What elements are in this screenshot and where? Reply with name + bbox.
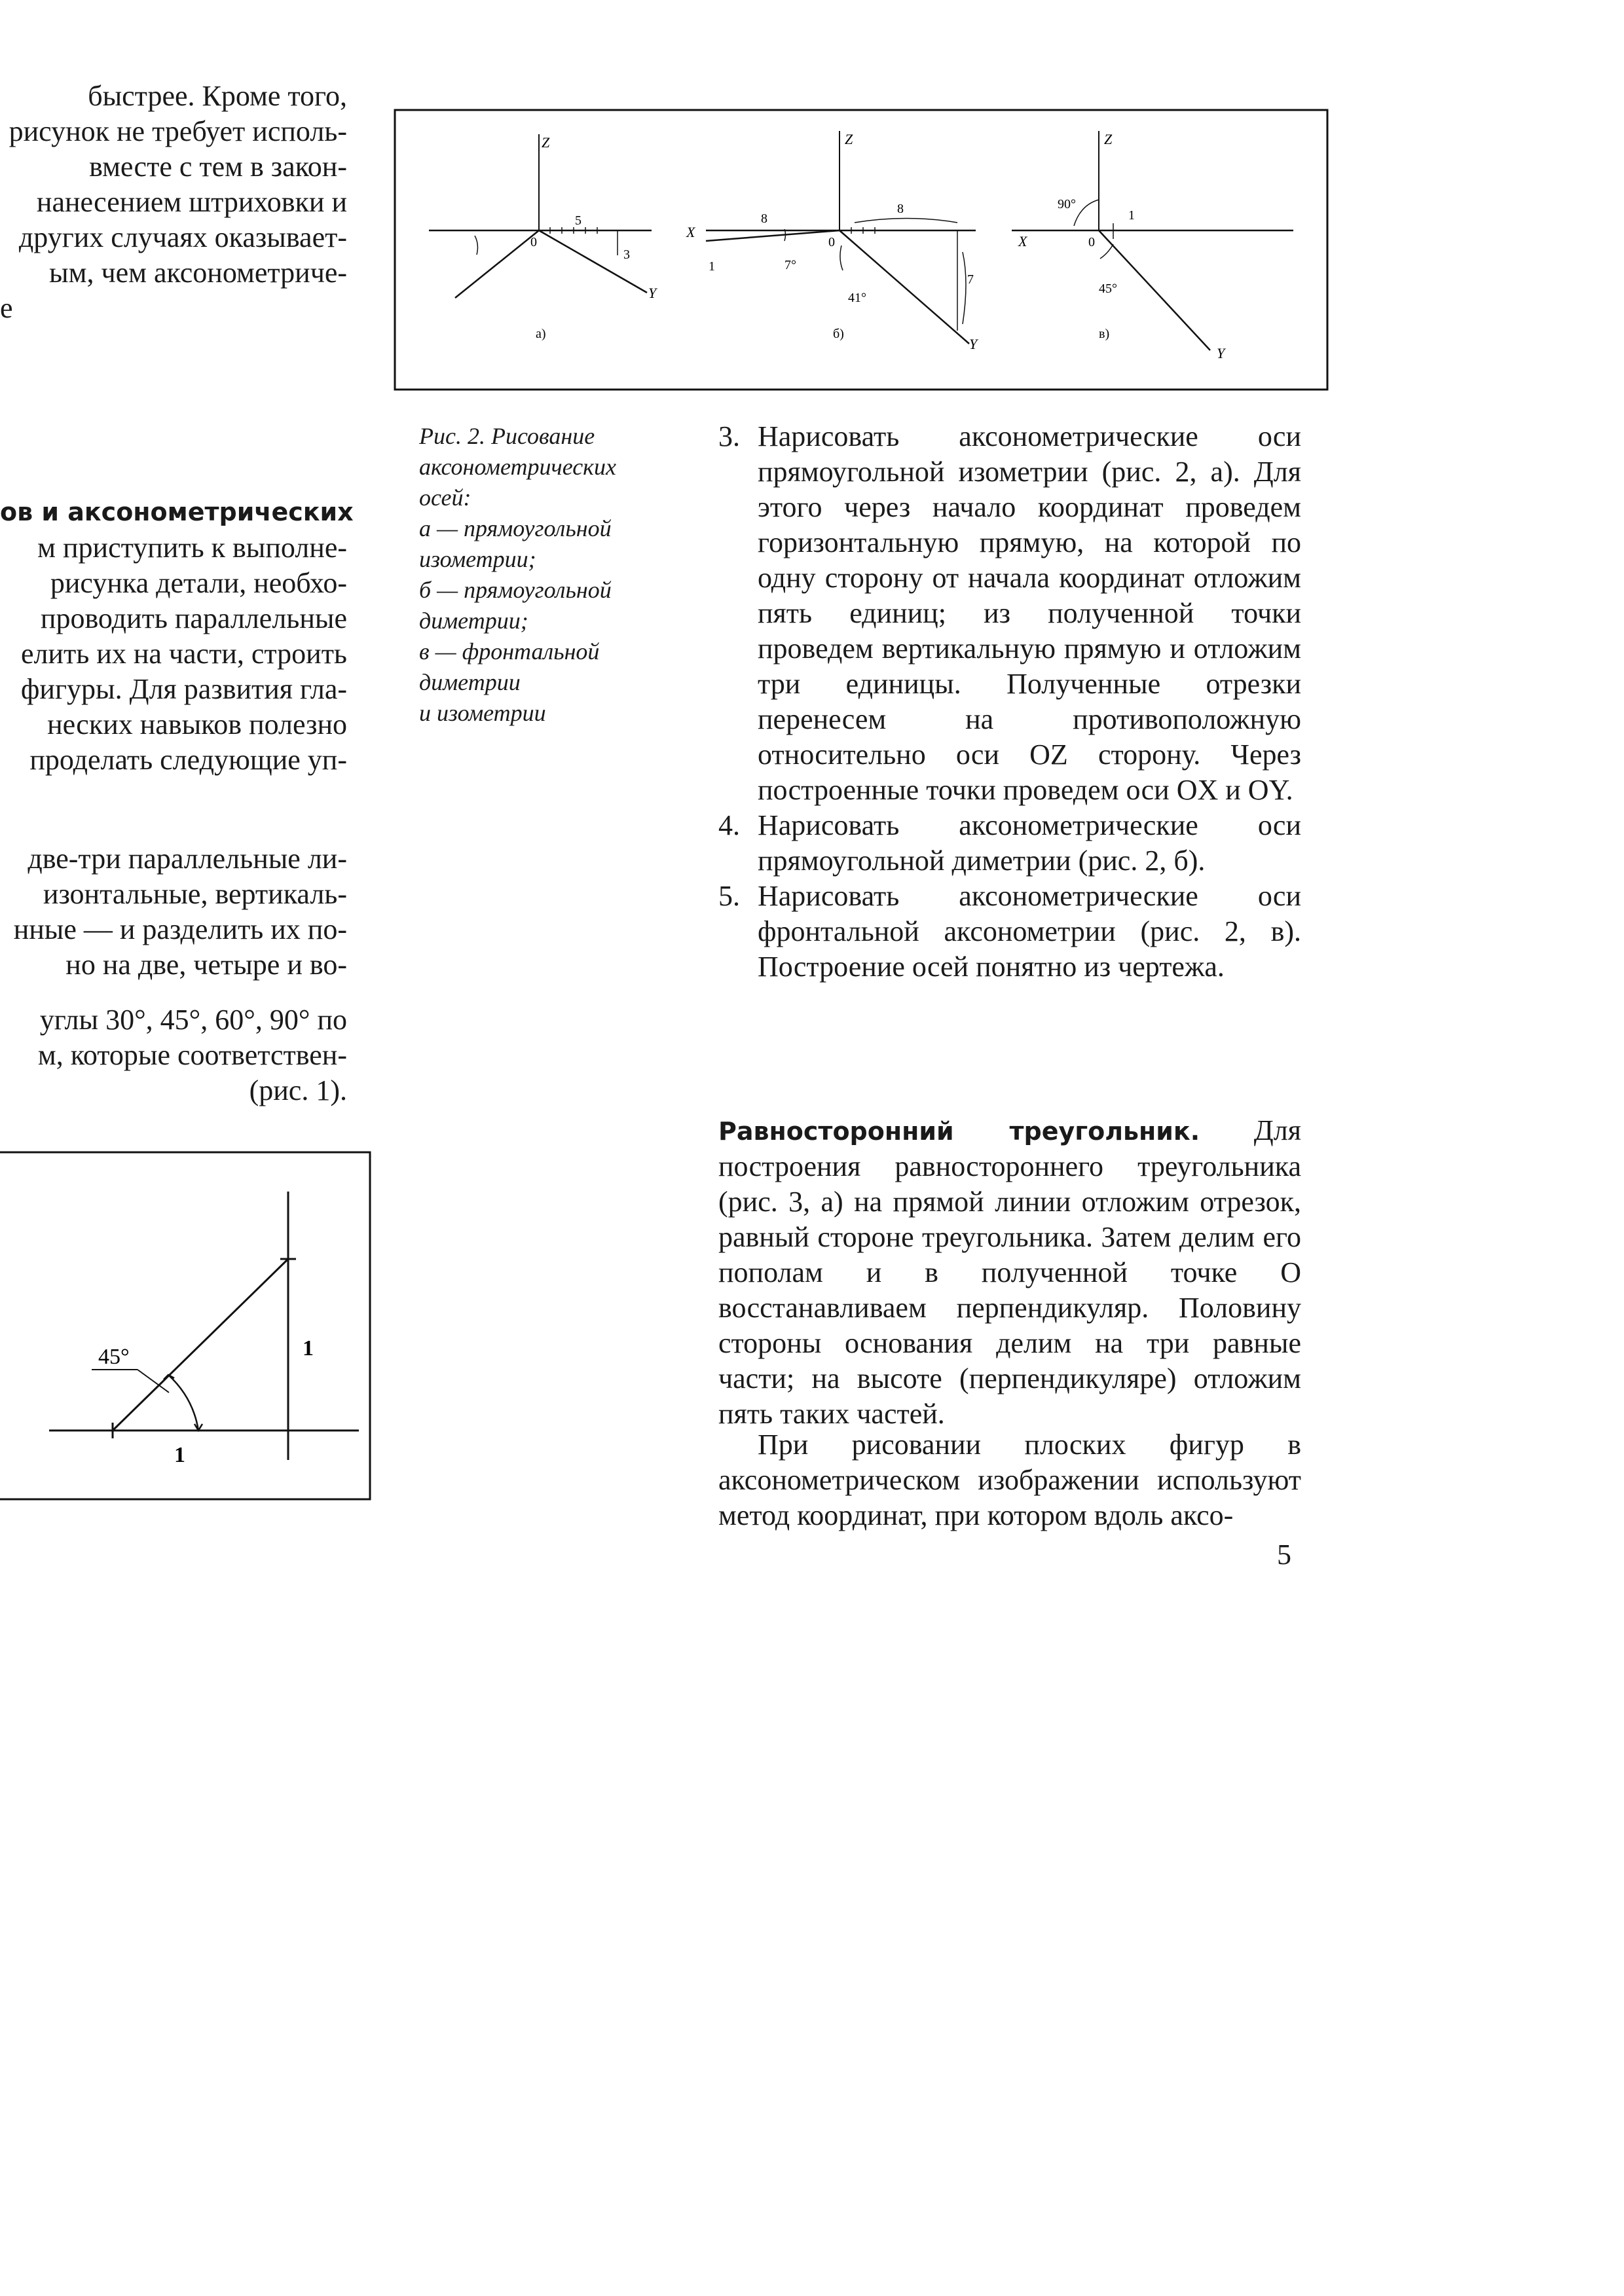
ninety-label: 90°	[1058, 197, 1076, 211]
list-item	[718, 419, 1301, 808]
triangle-text: Для построения равностороннего треугольника (рис. 3, а) на прямой линии отложим отрезок, равный стороне треугольника. Затем делим его пополам и в полученной точке O восстанавливаем перпендикуляр. Половину стороны основания делим на три равные части; на высоте (перпендикуляре) отложим пять таких частей.	[718, 1114, 1301, 1430]
list-item	[718, 808, 1301, 879]
left-top-paragraph	[0, 79, 347, 326]
panel-b	[686, 131, 979, 352]
numbered-list	[718, 419, 1301, 985]
panel-label: б)	[833, 327, 844, 341]
list-item	[718, 879, 1301, 985]
five-label: 5	[575, 213, 581, 228]
caption-line: в — фронтальной	[419, 638, 600, 665]
list-text: Нарисовать аксонометрические оси фронтальной аксонометрии (рис. 2, в). Построение осей понятно из чертежа.	[758, 880, 1301, 983]
seven-degree-label: 7°	[784, 258, 796, 272]
one-label: 1	[1128, 208, 1135, 223]
y-axis	[840, 230, 969, 344]
panel-label: а)	[536, 327, 546, 341]
x-axis	[455, 230, 539, 298]
panel-a	[429, 134, 658, 341]
caption-line: и изометрии	[419, 700, 546, 726]
caption-line: осей:	[419, 484, 471, 511]
angle-arc	[1100, 244, 1113, 259]
text-line: м, которые соответствен-	[37, 1039, 347, 1071]
left-mid-paragraph	[0, 530, 347, 778]
text-line: рисунок не требует исполь-	[9, 115, 347, 147]
plane-figures-paragraph	[718, 1427, 1301, 1533]
eight-right-label: 8	[897, 202, 904, 216]
caption-line: диметрии	[419, 669, 521, 695]
figure1-diagram	[0, 1149, 373, 1503]
caption-line: диметрии;	[419, 608, 528, 634]
list-text: Нарисовать аксонометрические оси прямоугольной диметрии (рис. 2, б).	[758, 809, 1301, 877]
list-number: 4.	[718, 809, 740, 841]
list-number: 5.	[718, 880, 740, 912]
text-line: но на две, четыре и во-	[65, 949, 347, 981]
origin-label: 0	[828, 235, 835, 249]
text-line: других случаях оказывает-	[18, 221, 347, 253]
triangle-paragraph	[718, 1113, 1301, 1432]
panel-c	[1012, 131, 1293, 361]
list-number: 3.	[718, 420, 740, 452]
text-line: углы 30°, 45°, 60°, 90° по	[39, 1004, 347, 1036]
figure2-diagram	[393, 108, 1329, 393]
brace	[855, 219, 957, 223]
text-line: вместе с тем в закон-	[89, 151, 347, 183]
text-line: изонтальные, вертикаль-	[43, 878, 347, 910]
y-label: Y	[1217, 345, 1225, 361]
angle-arc	[840, 246, 843, 270]
angle-arc	[1074, 200, 1099, 226]
origin-label: 0	[1088, 235, 1095, 249]
caption-line: аксонометрических	[419, 454, 616, 480]
forty-one-label: 41°	[848, 291, 866, 305]
figure2-caption	[419, 421, 707, 729]
y-label: Y	[648, 285, 657, 301]
z-label: Z	[845, 131, 853, 147]
forty-five-label: 45°	[1099, 282, 1117, 296]
text-line: неских навыков полезно	[47, 708, 347, 740]
origin-label: 0	[530, 235, 537, 249]
left-lower-paragraph	[0, 841, 347, 1108]
text-line: две-три параллельные ли-	[28, 843, 347, 875]
brace	[963, 252, 966, 324]
x-label: X	[1018, 233, 1027, 249]
caption-line: изометрии;	[419, 546, 536, 572]
page-number: 5	[1277, 1539, 1291, 1571]
text-line: нанесением штриховки и	[36, 186, 347, 218]
text-line: е	[0, 292, 13, 324]
text-line: проделать следующие уп-	[29, 744, 347, 776]
three-label: 3	[623, 247, 630, 262]
text-line: (рис. 1).	[249, 1074, 347, 1106]
text-line: фигуры. Для развития гла-	[20, 673, 347, 705]
seven-label: 7	[967, 272, 974, 287]
caption-line: б — прямоугольной	[419, 577, 612, 603]
y-label: Y	[969, 336, 978, 352]
text-line: проводить параллельные	[40, 602, 347, 634]
y-axis	[539, 230, 647, 293]
text-line	[0, 983, 347, 1002]
text-line: ым, чем аксонометриче-	[49, 257, 347, 289]
angle-label: 45°	[98, 1345, 130, 1369]
text-line: м приступить к выполне-	[37, 532, 347, 564]
section-heading: ов и аксонометрических	[0, 498, 354, 526]
text-line: рисунка детали, необхо-	[50, 567, 347, 599]
angle-arc	[168, 1375, 198, 1430]
triangle-heading: Равносторонний треугольник.	[718, 1117, 1200, 1146]
x-axis	[706, 230, 840, 241]
caption-line: Рис. 2. Рисование	[419, 423, 595, 449]
z-label: Z	[542, 134, 550, 151]
text-line: елить их на части, строить	[20, 638, 347, 670]
x-label: X	[686, 224, 695, 240]
horizontal-label: 1	[174, 1443, 185, 1467]
one-label: 1	[709, 259, 715, 274]
angle-arc	[475, 236, 477, 255]
vertical-label: 1	[303, 1336, 314, 1360]
eight-left-label: 8	[761, 211, 767, 226]
z-label: Z	[1104, 131, 1113, 147]
figure1-diagonal-line	[113, 1259, 288, 1430]
caption-line: а — прямоугольной	[419, 515, 612, 541]
plane-text: При рисовании плоских фигур в аксонометрическом изображении используют метод координат, при котором вдоль аксо-	[718, 1429, 1301, 1531]
list-text: Нарисовать аксонометрические оси прямоугольной изометрии (рис. 2, а). Для этого через начало координат проведем горизонтальную прямую, на которой по одну сторону от начала координат отложим пять единиц; из полученной точки проведем вертикальную прямую и отложим три единицы. Полученные отрезки перенесем на противоположную относительно оси OZ сторону. Через построенные точки проведем оси OX и OY.	[758, 420, 1301, 806]
text-line: быстрее. Кроме того,	[88, 80, 347, 112]
text-line: нные — и разделить их по-	[13, 913, 347, 945]
panel-label: в)	[1099, 327, 1110, 341]
